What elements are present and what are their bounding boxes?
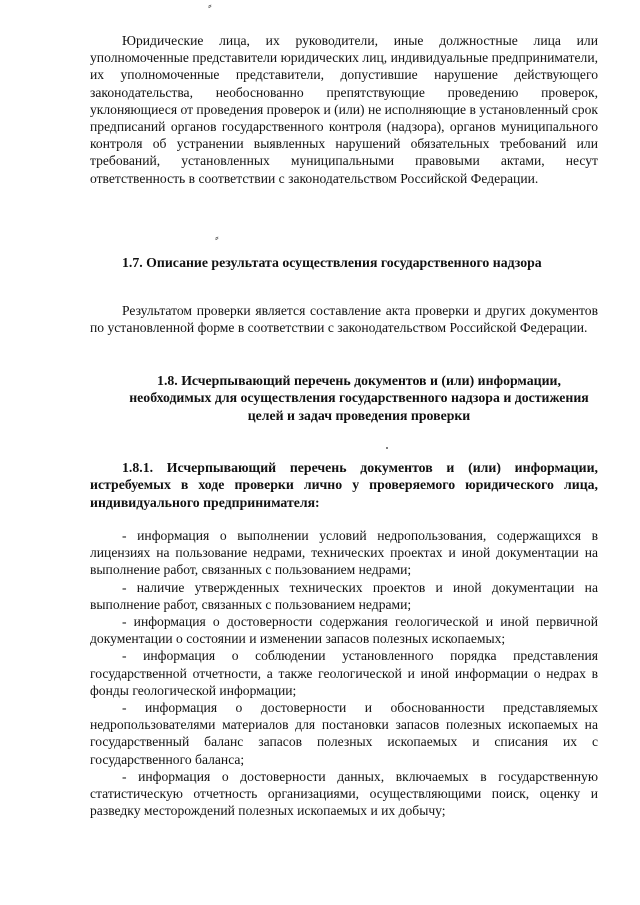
list-item: - информация о достоверности и обоснованности представляемых недропользователями материалов для постановки запасов полезных ископаемых на государственный баланс запасов полезных ископаемых и списания их с государственного баланса; [90,700,598,767]
subsection-heading-block [90,459,598,511]
result-paragraph: Результатом проверки является составление акта проверки и других документов по установленной форме в соответствии с законодательством Российской Федерации. [90,303,598,336]
list-item: - информация о выполнении условий недропользования, содержащихся в лицензиях на пользование недрами, технических проектах и иной документации на выполнение работ, связанных с пользованием недрами; [90,528,598,578]
list-item: - информация о достоверности данных, включаемых в государственную статистическую отчетность организациями, осуществляющими поиск, оценку и разведку месторождений полезных ископаемых и их добычу; [90,768,598,819]
result-paragraph-block [90,302,598,336]
section-heading-1-8: 1.8. Исчерпывающий перечень документов и (или) информации, необходимых для осуществления государственного надзора и достижения целей и задач проведения проверки [129,373,589,423]
liability-paragraph: Юридические лица, их руководители, иные должностные лица или уполномоченные представители юридических лиц, индивидуальные предприниматели, их уполномоченные представители, допустившие нарушение действующего законодательства, необоснованно препятствующие проведению проверок, уклоняющиеся от проведения проверок и (или) не исполняющие в установленный срок предписаний органов государственного контроля (надзора), органов муниципального контроля об устранении выявленных нарушений обязательных требований или требований, установленных муниципальными правовыми актами, несут ответственность в соответствии с законодательством Российской Федерации. [90,33,598,186]
scan-artifact-mark: ⸗ [215,232,219,244]
section-heading-1-7: 1.7. Описание результата осуществления государственного надзора [122,255,542,270]
list-item: - информация о достоверности содержания геологической и иной первичной документации о состоянии и изменении запасов полезных ископаемых; [90,614,598,647]
scan-artifact-dot [386,447,388,449]
document-list [90,527,598,819]
scan-artifact-mark: ⸗ [208,0,212,12]
liability-paragraph-block [90,32,598,187]
list-item: - информация о соблюдении установленного порядка представления государственной отчетности, а также геологической и иной информации о недрах в фонды геологической информации; [90,648,598,698]
list-item: - наличие утвержденных технических проектов и иной документации на выполнение работ, связанных с пользованием недрами; [90,579,598,612]
section-heading-1-8-1: 1.8.1. Исчерпывающий перечень документов и (или) информации, истребуемых в ходе проверки лично у проверяемого юридического лица, индивидуального предпринимателя: [90,460,598,510]
